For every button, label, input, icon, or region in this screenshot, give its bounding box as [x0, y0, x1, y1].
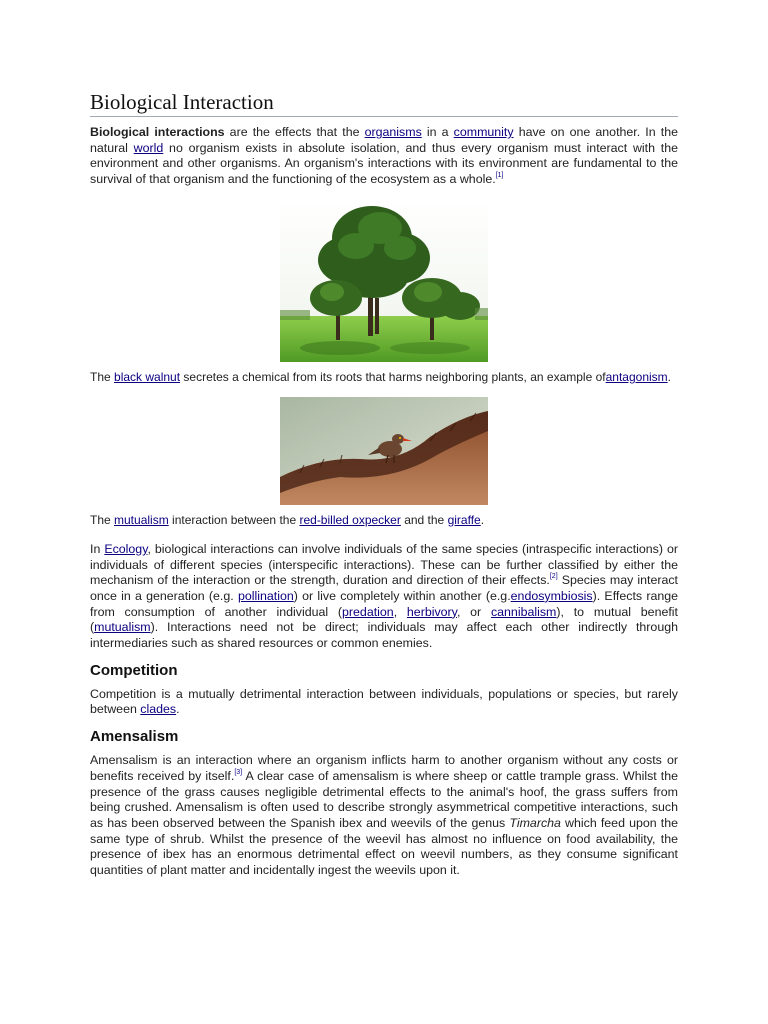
- link-herbivory[interactable]: herbivory: [406, 604, 457, 619]
- body-text: , or: [456, 604, 491, 619]
- caption-text: The: [90, 369, 115, 384]
- body-text: ) or live completely within another (e.g.: [293, 588, 511, 603]
- intro-bold-term: Biological interactions: [90, 125, 225, 139]
- body-text: ), to mutual benefit (: [90, 604, 678, 635]
- body-text: .: [176, 702, 180, 717]
- body-text: In: [90, 541, 105, 556]
- body-text: ,: [393, 604, 407, 619]
- ecology-paragraph: [90, 542, 678, 652]
- caption-text: .: [480, 512, 485, 527]
- intro-text: in a: [421, 125, 454, 139]
- genus-name-italic: Timarcha: [509, 815, 561, 830]
- link-giraffe[interactable]: giraffe: [447, 512, 481, 527]
- intro-paragraph: [90, 125, 678, 188]
- intro-text: no organism exists in absolute isolation, and thus every organism must interact with the environment and other organisms. An organism's interactions with its environment are fundamental to the survival of that organism and the functioning of the ecosystem as a whole.: [90, 140, 678, 187]
- caption-text: .: [667, 369, 671, 384]
- oxpecker-giraffe-image: [280, 397, 488, 505]
- citation-link[interactable]: [2]: [549, 573, 558, 581]
- body-text: , biological interactions can involve individuals of the same species (intraspecific interactions) or individuals of different species (interspecific interactions). These can be further classified by either the mechanism of the interaction or the strength, duration and direction of their effects.: [90, 541, 678, 588]
- body-text: ). Effects range from consumption of another individual (: [90, 588, 679, 619]
- link-organisms[interactable]: organisms: [364, 125, 422, 139]
- citation-link[interactable]: [3]: [234, 768, 243, 776]
- figure-caption-walnut: [90, 370, 678, 385]
- amensalism-paragraph: [90, 753, 678, 879]
- link-world[interactable]: world: [133, 140, 164, 155]
- body-text: Competition is a mutually detrimental interaction between individuals, populations or species, but rarely between: [90, 686, 678, 717]
- link-black-walnut[interactable]: black walnut: [114, 369, 181, 384]
- caption-text: secretes a chemical from its roots that harms neighboring plants, an example of: [180, 369, 606, 384]
- body-text: which feed upon the same type of shrub. Whilst the presence of the weevil has almost no influence on food availability, the presence of ibex has an enormous detrimental effect on weevil numbers, as they consume significant quantities of plant matter and incidentally ingest the weevils upon it.: [90, 815, 678, 878]
- citation-1[interactable]: [496, 172, 504, 179]
- link-mutualism-2[interactable]: mutualism: [94, 620, 151, 635]
- body-text: Amensalism is an interaction where an organism inflicts harm to another organism without any costs or benefits received by itself.: [90, 753, 678, 783]
- link-endosymbiosis[interactable]: endosymbiosis: [510, 588, 593, 603]
- link-predation[interactable]: predation: [342, 604, 394, 619]
- link-community[interactable]: community: [453, 125, 514, 139]
- body-text: A clear case of amensalism is where sheep or cattle trample grass. Whilst the presence of the grass causes negligible detrimental effects to the animal's hoof, the grass suffers from being crushed. Amensalism is often used to describe strongly asymmetrical competitive interactions, such as has been observed between the Spanish ibex and weevils of the genus: [90, 768, 678, 830]
- caption-text: and the: [400, 512, 448, 527]
- figure-caption-oxpecker: [90, 513, 678, 528]
- citation-link[interactable]: [1]: [495, 172, 504, 180]
- citation-2[interactable]: [550, 573, 558, 580]
- caption-text: The: [90, 512, 115, 527]
- citation-3[interactable]: [234, 769, 242, 776]
- article-body: [90, 90, 678, 879]
- link-antagonism[interactable]: antagonism: [605, 369, 668, 384]
- link-clades[interactable]: clades: [140, 702, 177, 717]
- caption-text: interaction between the: [168, 512, 300, 527]
- black-walnut-image: [280, 198, 488, 362]
- link-cannibalism[interactable]: cannibalism: [490, 604, 557, 619]
- link-red-billed-oxpecker[interactable]: red-billed oxpecker: [299, 512, 401, 527]
- body-text: ). Interactions need not be direct; individuals may affect each other indirectly through intermediaries such as shared resources or common enemies.: [90, 620, 678, 651]
- section-heading-competition: Competition: [90, 661, 178, 679]
- link-ecology[interactable]: Ecology: [104, 541, 148, 556]
- body-text: Species may interact once in a generation (e.g.: [90, 573, 678, 603]
- link-mutualism[interactable]: mutualism: [114, 512, 169, 527]
- intro-text: are the effects that the: [224, 125, 365, 139]
- link-pollination[interactable]: pollination: [237, 588, 294, 603]
- competition-paragraph: [90, 687, 678, 718]
- section-heading-amensalism: Amensalism: [90, 728, 179, 746]
- intro-text: have on one another. In the natural: [90, 125, 678, 155]
- page-title: Biological Interaction: [90, 90, 678, 117]
